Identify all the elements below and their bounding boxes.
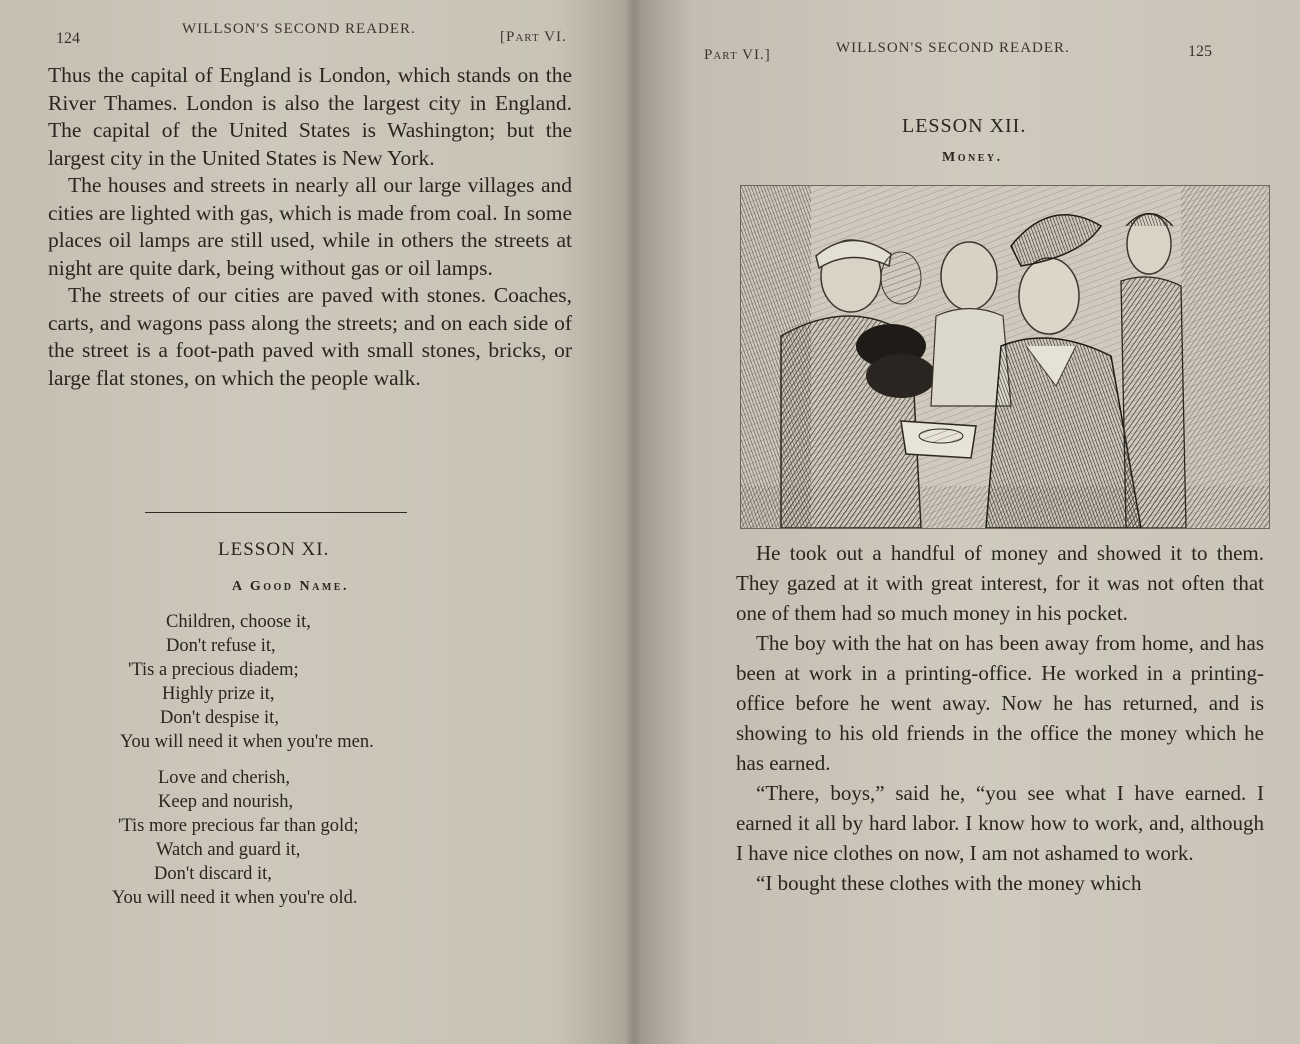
paragraph: “There, boys,” said he, “you see what I have earned. I earned it all by hard labor. I know how to work, and, although I have nice clothes on now, I am not ashamed to work. <box>736 781 1264 865</box>
verse-line: Highly prize it, <box>162 684 275 704</box>
lesson-xii-title: LESSON XII. <box>902 115 1027 137</box>
left-page-number: 124 <box>56 30 80 47</box>
verse-line: Love and cherish, <box>158 768 291 788</box>
verse-line: 'Tis more precious far than gold; <box>118 816 359 836</box>
left-section-label: [Part VI. <box>500 29 567 45</box>
lesson-xi-title: LESSON XI. <box>218 539 330 560</box>
verse-line: Don't despise it, <box>160 708 279 728</box>
engraving-illustration-icon <box>741 186 1269 528</box>
left-running-head: WILLSON'S SECOND READER. <box>182 21 416 37</box>
verse-line: Keep and nourish, <box>158 792 294 812</box>
verse-line: Children, choose it, <box>166 612 311 632</box>
lesson-xi-subtitle: A Good Name. <box>232 579 349 594</box>
verse-line: You will need it when you're men. <box>120 732 374 752</box>
verse-line: Watch and guard it, <box>156 840 301 860</box>
verse-line: 'Tis a precious diadem; <box>128 660 299 680</box>
engraving-illustration <box>740 185 1270 529</box>
paragraph: The boy with the hat on has been away from home, and has been at work in a printing-office. He worked in a printing-office before he went away. Now he has returned, and is showing to his old friends in the office the money which he has earned. <box>736 631 1264 775</box>
section-divider <box>145 512 407 513</box>
left-page <box>0 0 632 1044</box>
verse-line: Don't discard it, <box>154 864 272 884</box>
right-running-head: WILLSON'S SECOND READER. <box>836 40 1070 56</box>
lesson-xii-subtitle: Money. <box>942 150 1003 165</box>
verse-line: Don't refuse it, <box>166 636 276 656</box>
right-prose <box>736 538 1264 898</box>
poem-stanza-2 <box>112 766 442 910</box>
paragraph: “I bought these clothes with the money which <box>756 871 1142 895</box>
right-section-label: Part VI.] <box>704 47 771 63</box>
poem-stanza-1 <box>120 610 450 754</box>
paragraph: Thus the capital of England is London, which stands on the River Thames. London is also the largest city in England. The capital of the United States is Washington; but the largest city in the United States is New York. <box>48 63 572 170</box>
verse-line: You will need it when you're old. <box>112 888 358 908</box>
paragraph: The houses and streets in nearly all our large villages and cities are lighted with gas, which is made from coal. In some places oil lamps are still used, while in others the streets at night are quite dark, being without gas or oil lamps. <box>48 173 572 280</box>
left-prose <box>48 62 572 392</box>
right-page-number: 125 <box>1188 43 1212 60</box>
paragraph: He took out a handful of money and showed it to them. They gazed at it with great interest, for it was not often that one of them had so much money in his pocket. <box>736 541 1264 625</box>
paragraph: The streets of our cities are paved with stones. Coaches, carts, and wagons pass along the streets; and on each side of the street is a foot-path paved with small stones, bricks, or large flat stones, on which the people walk. <box>48 283 572 390</box>
